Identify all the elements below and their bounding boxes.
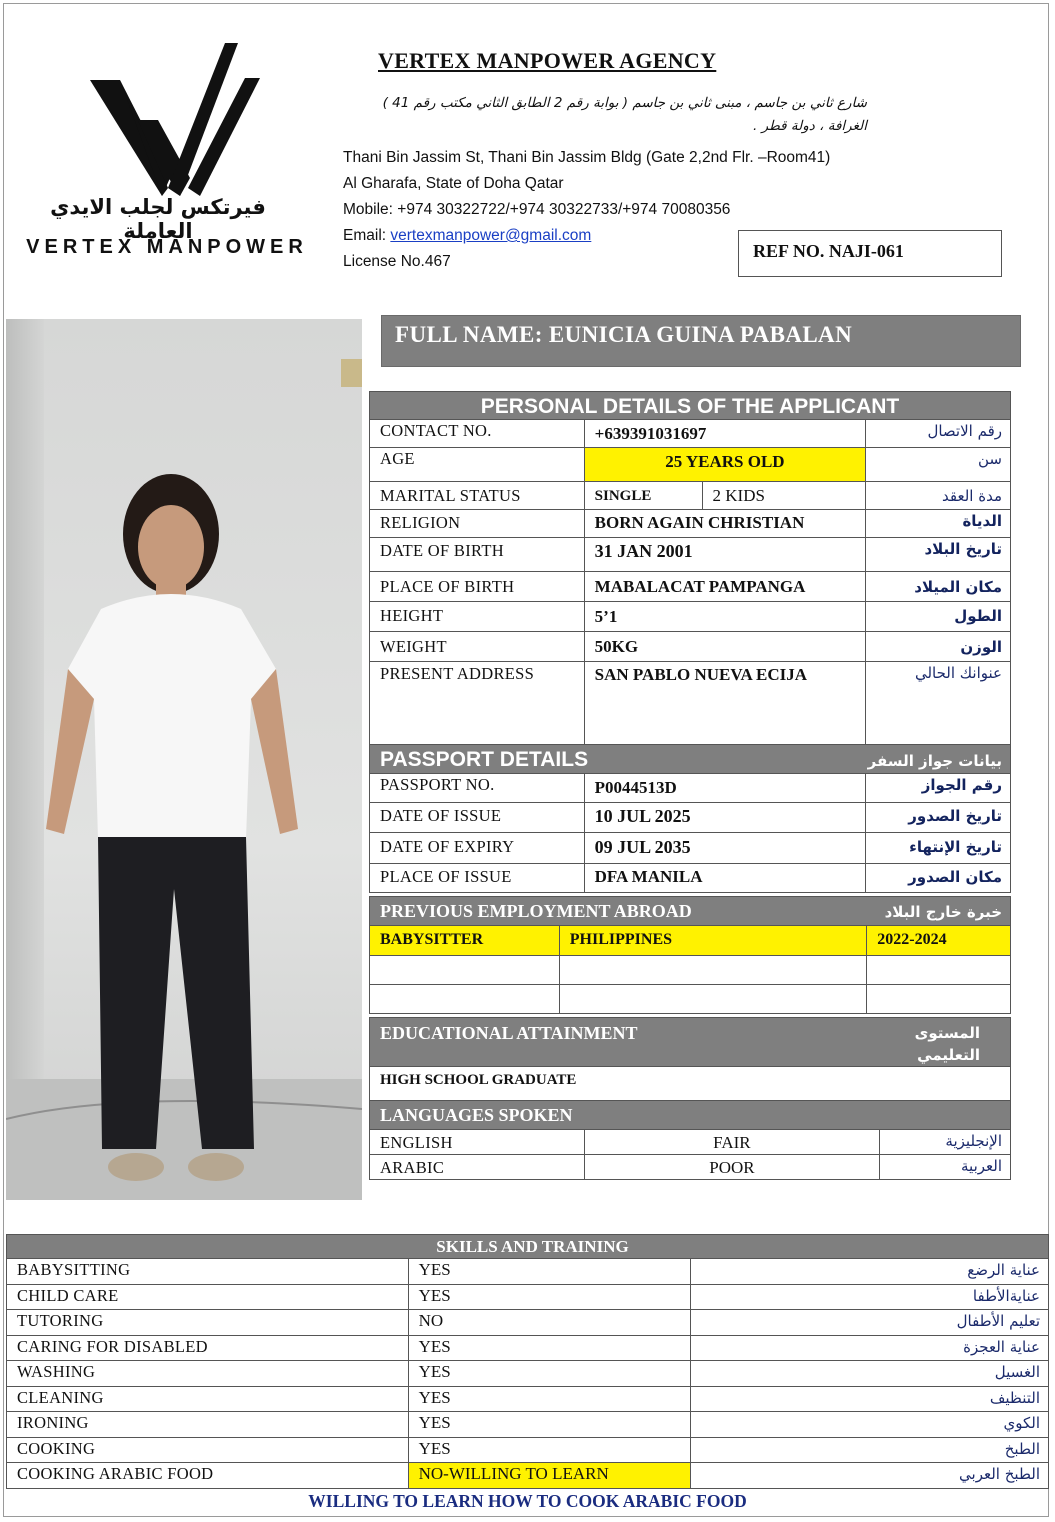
- table-row: [7, 1284, 1049, 1310]
- marital-label: MARITAL STATUS: [370, 482, 585, 510]
- personal-details-title: PERSONAL DETAILS OF THE APPLICANT: [370, 392, 1011, 420]
- logo-arabic-text: فيرتكس لجلب الايدي العاملة: [50, 195, 266, 243]
- skill-label: CARING FOR DISABLED: [7, 1335, 409, 1361]
- contact-label: CONTACT NO.: [370, 420, 585, 448]
- issue-date-label: DATE OF ISSUE: [370, 803, 585, 833]
- skill-label-ar: تعليم الأطفال: [691, 1310, 1049, 1336]
- table-row: [370, 510, 1011, 538]
- table-row: [370, 1130, 1011, 1155]
- dob-label-ar: تاريخ البلاد: [866, 538, 1011, 572]
- height-value: 5’1: [584, 602, 866, 632]
- kids-value: 2 KIDS: [702, 482, 866, 510]
- passport-no-value: P0044513D: [584, 774, 866, 803]
- skill-value: YES: [408, 1386, 691, 1412]
- weight-value: 50KG: [584, 632, 866, 662]
- language-arabic-level: POOR: [584, 1155, 879, 1180]
- email-label: Email:: [343, 227, 391, 244]
- skills-table: [6, 1234, 1049, 1489]
- address-line-2: Al Gharafa, State of Doha Qatar: [343, 175, 564, 192]
- personal-details-table: [369, 391, 1011, 893]
- address-arabic: [342, 92, 867, 138]
- issue-date-label-ar: تاريخ الصدور: [866, 803, 1011, 833]
- applicant-figure: [6, 319, 362, 1200]
- skill-label-ar: عنايةالأطفا: [691, 1284, 1049, 1310]
- skill-label-ar: الغسيل: [691, 1361, 1049, 1387]
- height-label: HEIGHT: [370, 602, 585, 632]
- table-row: [370, 774, 1011, 803]
- skill-label: COOKING ARABIC FOOD: [7, 1463, 409, 1489]
- skill-label: WASHING: [7, 1361, 409, 1387]
- table-row: [7, 1310, 1049, 1336]
- table-row: [370, 448, 1011, 482]
- expiry-date-label-ar: تاريخ الإنتهاء: [866, 833, 1011, 864]
- table-row-empty: [370, 956, 1011, 985]
- skill-value: YES: [408, 1335, 691, 1361]
- table-row: [370, 602, 1011, 632]
- language-arabic-label: ARABIC: [370, 1155, 585, 1180]
- license-number: License No.467: [343, 253, 451, 270]
- table-row: [370, 632, 1011, 662]
- skill-label-ar: الطبخ العربي: [691, 1463, 1049, 1489]
- ref-number-box: REF NO. NAJI-061: [738, 230, 1002, 277]
- table-row: [7, 1361, 1049, 1387]
- address-label: PRESENT ADDRESS: [370, 662, 585, 745]
- skill-value: YES: [408, 1361, 691, 1387]
- languages-table: [369, 1100, 1011, 1180]
- languages-title: LANGUAGES SPOKEN: [370, 1101, 1011, 1130]
- passport-title-ar: بيانات جواز السفر: [866, 745, 1011, 774]
- table-row-empty: [370, 985, 1011, 1014]
- expiry-date-value: 09 JUL 2035: [584, 833, 866, 864]
- skill-label: IRONING: [7, 1412, 409, 1438]
- pob-value: MABALACAT PAMPANGA: [584, 572, 866, 602]
- table-row: [370, 482, 1011, 510]
- table-row: [370, 864, 1011, 893]
- place-issue-label-ar: مكان الصدور: [866, 864, 1011, 893]
- address-arabic-line-2: الغرافة ، دولة قطر .: [753, 118, 867, 134]
- skill-label: TUTORING: [7, 1310, 409, 1336]
- address-label-ar: عنوانك الحالي: [866, 662, 1011, 745]
- issue-date-value: 10 JUL 2025: [584, 803, 866, 833]
- mobile-numbers: Mobile: +974 30322722/+974 30322733/+974 70080356: [343, 201, 731, 218]
- skill-value: YES: [408, 1412, 691, 1438]
- passport-title: PASSPORT DETAILS: [370, 745, 866, 774]
- religion-label: RELIGION: [370, 510, 585, 538]
- age-label-ar: سن: [866, 448, 1011, 482]
- language-english-label: ENGLISH: [370, 1130, 585, 1155]
- table-row: [370, 926, 1011, 956]
- place-issue-value: DFA MANILA: [584, 864, 866, 893]
- skill-label-ar: التنظيف: [691, 1386, 1049, 1412]
- language-arabic-ar: العربية: [880, 1155, 1011, 1180]
- skill-label: CLEANING: [7, 1386, 409, 1412]
- passport-no-label: PASSPORT NO.: [370, 774, 585, 803]
- table-row: [370, 662, 1011, 745]
- skill-label: COOKING: [7, 1437, 409, 1463]
- place-issue-label: PLACE OF ISSUE: [370, 864, 585, 893]
- table-row: [7, 1412, 1049, 1438]
- email-link[interactable]: vertexmanpower@gmail.com: [390, 227, 592, 244]
- age-value: 25 YEARS OLD: [584, 448, 866, 482]
- employment-country: PHILIPPINES: [559, 926, 866, 956]
- passport-header: [370, 745, 1011, 774]
- skill-label: BABYSITTING: [7, 1259, 409, 1285]
- education-header: [370, 1018, 1011, 1067]
- skill-value: YES: [408, 1284, 691, 1310]
- dob-label: DATE OF BIRTH: [370, 538, 585, 572]
- table-row: [7, 1386, 1049, 1412]
- languages-header: [370, 1101, 1011, 1130]
- skill-label-ar: عناية العجزة: [691, 1335, 1049, 1361]
- employment-years: 2022-2024: [867, 926, 1011, 956]
- skills-title: SKILLS AND TRAINING: [7, 1235, 1049, 1259]
- skill-label: CHILD CARE: [7, 1284, 409, 1310]
- height-label-ar: الطول: [866, 602, 1011, 632]
- skill-label-ar: الطبخ: [691, 1437, 1049, 1463]
- table-row: [7, 1437, 1049, 1463]
- full-name-bar: FULL NAME: EUNICIA GUINA PABALAN: [382, 316, 1020, 366]
- skills-footnote: WILLING TO LEARN HOW TO COOK ARABIC FOOD: [308, 1491, 747, 1511]
- logo-english-text: VERTEX MANPOWER: [26, 236, 308, 258]
- employment-header: [370, 897, 1011, 926]
- skill-value: YES: [408, 1259, 691, 1285]
- weight-label-ar: الوزن: [866, 632, 1011, 662]
- address-arabic-line-1: شارع ثاني بن جاسم ، مبنى ثاني بن جاسم ( بوابة رقم 2 الطابق الثاني مكتب رقم 41 ): [382, 95, 867, 111]
- table-row: [7, 1463, 1049, 1489]
- language-english-level: FAIR: [584, 1130, 879, 1155]
- table-row: [370, 1155, 1011, 1180]
- table-row: [370, 803, 1011, 833]
- table-row: [370, 833, 1011, 864]
- table-row: [370, 572, 1011, 602]
- education-title: EDUCATIONAL ATTAINMENT: [370, 1018, 849, 1067]
- marital-label-ar: مدة العقد: [866, 482, 1011, 510]
- weight-label: WEIGHT: [370, 632, 585, 662]
- education-title-ar: المستوى التعليمي: [849, 1018, 1011, 1067]
- table-row: [7, 1335, 1049, 1361]
- education-value: HIGH SCHOOL GRADUATE: [370, 1067, 1011, 1120]
- pob-label: PLACE OF BIRTH: [370, 572, 585, 602]
- passport-no-label-ar: رقم الجواز: [866, 774, 1011, 803]
- table-row: [370, 538, 1011, 572]
- skill-label-ar: الكوي: [691, 1412, 1049, 1438]
- agency-title: VERTEX MANPOWER AGENCY: [378, 48, 717, 73]
- applicant-photo: [6, 319, 362, 1200]
- personal-details-header: [370, 392, 1011, 420]
- skills-header: [7, 1235, 1049, 1259]
- employment-title-ar: خبرة خارج البلاد: [867, 897, 1011, 926]
- language-english-ar: الإنجليزية: [880, 1130, 1011, 1155]
- address-value: SAN PABLO NUEVA ECIJA: [584, 662, 866, 745]
- religion-label-ar: الدياة: [866, 510, 1011, 538]
- employment-position: BABYSITTER: [370, 926, 560, 956]
- skill-label-ar: عناية الرضع: [691, 1259, 1049, 1285]
- expiry-date-label: DATE OF EXPIRY: [370, 833, 585, 864]
- contact-value: +639391031697: [584, 420, 866, 448]
- marital-value: SINGLE: [584, 482, 702, 510]
- employment-table: [369, 896, 1011, 1014]
- employment-title: PREVIOUS EMPLOYMENT ABROAD: [370, 897, 867, 926]
- table-row: [370, 420, 1011, 448]
- pob-label-ar: مكان الميلاد: [866, 572, 1011, 602]
- dob-value: 31 JAN 2001: [584, 538, 866, 572]
- age-label: AGE: [370, 448, 585, 482]
- religion-value: BORN AGAIN CHRISTIAN: [584, 510, 866, 538]
- table-row: [7, 1259, 1049, 1285]
- skill-value: NO: [408, 1310, 691, 1336]
- contact-label-ar: رقم الاتصال: [866, 420, 1011, 448]
- address-line-1: Thani Bin Jassim St, Thani Bin Jassim Bldg (Gate 2,2nd Flr. –Room41): [343, 149, 831, 166]
- skill-value: NO-WILLING TO LEARN: [408, 1463, 691, 1489]
- skill-value: YES: [408, 1437, 691, 1463]
